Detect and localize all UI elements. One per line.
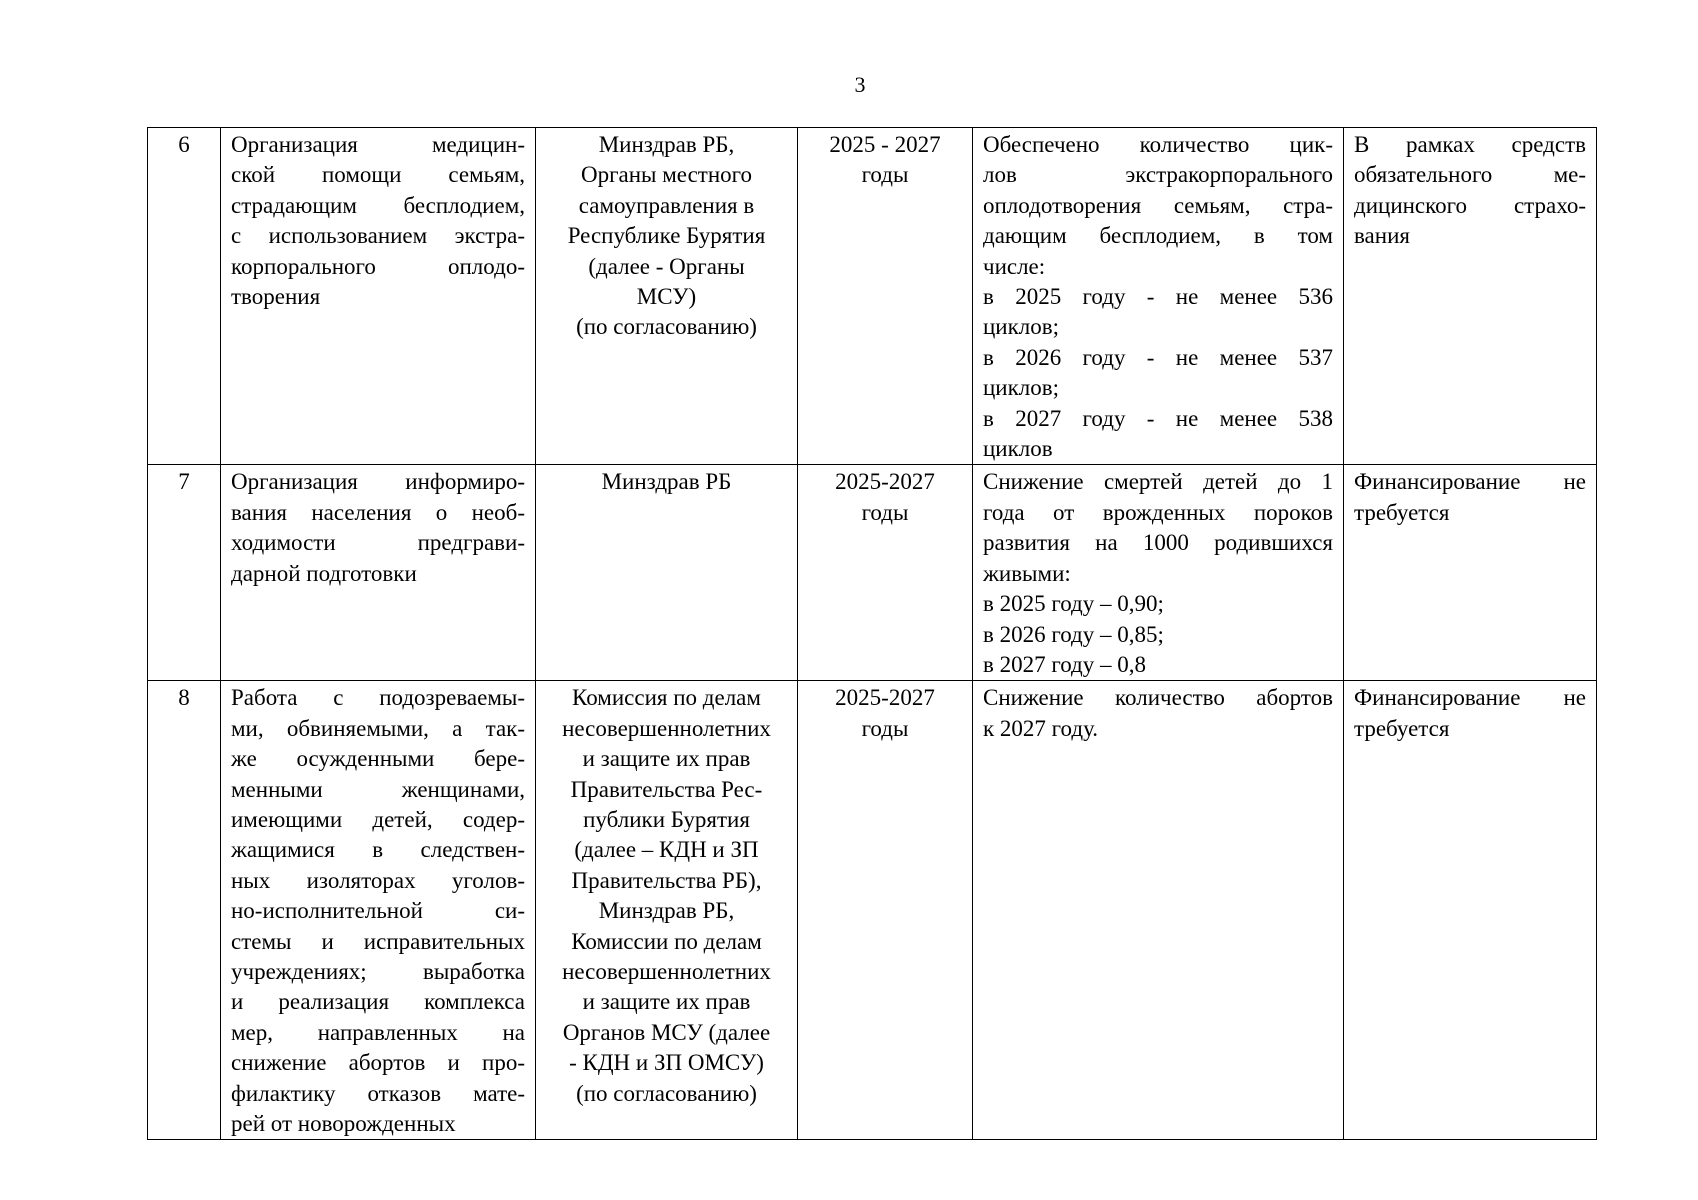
result-line: к 2027 году. <box>983 715 1099 741</box>
responsible-line: МСУ) <box>636 284 697 310</box>
funding-line: В рамках средств <box>1354 132 1586 157</box>
action-line: филактику отказов мате- <box>231 1080 525 1106</box>
funding-line: Финансирование не <box>1354 685 1586 711</box>
term-line: годы <box>861 499 909 525</box>
action-cell <box>221 681 536 1140</box>
funding-line: вания <box>1354 223 1410 249</box>
table-row <box>148 128 1597 465</box>
result-line: циклов; <box>983 375 1060 401</box>
responsible-line: (далее – КДН и ЗП <box>574 837 759 863</box>
funding-cell <box>1344 465 1597 681</box>
page-number: 3 <box>854 72 866 97</box>
funding-line: требуется <box>1354 715 1450 741</box>
responsible-line: Правительства РБ), <box>571 867 762 893</box>
table-row <box>148 465 1597 681</box>
result-line: в 2025 году - не менее 536 <box>983 284 1333 310</box>
action-line: страдающим бесплодием, <box>231 192 525 218</box>
responsible-line: - КДН и ЗП ОМСУ) <box>569 1050 764 1076</box>
responsible-line: Минздрав РБ, <box>598 132 735 157</box>
responsible-line: публики Бурятия <box>583 806 750 832</box>
action-cell <box>221 128 536 465</box>
result-line: дающим бесплодием, в том <box>983 223 1333 249</box>
action-line: с использованием экстра- <box>231 223 525 249</box>
responsible-line: Правительства Рес- <box>570 776 763 802</box>
result-line: в 2025 году – 0,90; <box>983 591 1164 617</box>
action-line: ми, обвиняемыми, а так- <box>231 715 525 741</box>
responsible-line: несовершеннолетних <box>562 958 771 984</box>
row-number-cell: 6 <box>148 128 221 465</box>
table-body <box>148 128 1597 1140</box>
term-line: 2025-2027 <box>835 685 935 711</box>
result-cell <box>973 681 1344 1140</box>
term-cell <box>798 681 973 1140</box>
term-line: 2025-2027 <box>835 469 935 495</box>
result-line: Снижение количество абортов <box>983 685 1333 711</box>
funding-line: требуется <box>1354 499 1450 525</box>
action-line: снижение абортов и про- <box>231 1050 525 1076</box>
term-cell <box>798 465 973 681</box>
responsible-line: Республике Бурятия <box>567 223 766 249</box>
responsible-cell <box>536 681 798 1140</box>
funding-line: дицинского страхо- <box>1354 192 1586 218</box>
responsible-line: Минздрав РБ, <box>598 898 735 924</box>
action-line: и реализация комплекса <box>231 989 525 1015</box>
result-cell <box>973 128 1344 465</box>
term-line: годы <box>861 715 909 741</box>
responsible-line: Комиссия по делам <box>572 685 761 711</box>
responsible-line: Минздрав РБ <box>601 469 732 495</box>
action-line: но-исполнительной си- <box>231 898 525 924</box>
result-line: живыми: <box>983 560 1071 586</box>
action-line: вания населения о необ- <box>231 499 525 525</box>
action-line: Работа с подозреваемы- <box>231 685 525 711</box>
funding-cell <box>1344 681 1597 1140</box>
action-line: ходимости предграви- <box>231 530 525 556</box>
result-line: лов экстракорпорального <box>983 162 1333 188</box>
responsible-line: (далее - Органы <box>588 253 745 279</box>
action-line: стемы и исправительных <box>231 928 525 954</box>
responsible-cell <box>536 465 798 681</box>
result-line: оплодотворения семьям, стра- <box>983 192 1333 218</box>
action-line: творения <box>231 284 321 310</box>
result-line: в 2026 году - не менее 537 <box>983 344 1333 370</box>
responsible-line: Органов МСУ (далее <box>562 1019 771 1045</box>
result-line: числе: <box>983 253 1046 279</box>
action-line: же осужденными бере- <box>231 746 525 772</box>
result-line: развития на 1000 родившихся <box>983 530 1333 556</box>
funding-line: Финансирование не <box>1354 469 1586 495</box>
result-line: циклов; <box>983 314 1060 340</box>
result-line: Снижение смертей детей до 1 <box>983 469 1333 495</box>
action-cell <box>221 465 536 681</box>
responsible-line: (по согласованию) <box>576 1080 757 1106</box>
term-line: 2025 - 2027 <box>829 132 941 157</box>
action-line: ской помощи семьям, <box>231 162 525 188</box>
action-line: менными женщинами, <box>231 776 525 802</box>
responsible-line: Комиссии по делам <box>571 928 762 954</box>
action-line: дарной подготовки <box>231 560 417 586</box>
term-cell <box>798 128 973 465</box>
responsible-cell <box>536 128 798 465</box>
responsible-line: и защите их прав <box>582 746 751 772</box>
responsible-line: и защите их прав <box>582 989 751 1015</box>
result-line: года от врожденных пороков <box>983 499 1333 525</box>
row-number-cell: 7 <box>148 465 221 681</box>
action-line: ных изоляторах уголов- <box>231 867 525 893</box>
responsible-line: (по согласованию) <box>576 314 757 340</box>
row-number-cell: 8 <box>148 681 221 1140</box>
funding-line: обязательного ме- <box>1354 162 1586 188</box>
action-line: имеющими детей, содер- <box>231 806 525 832</box>
action-line: Организация медицин- <box>231 132 525 157</box>
responsible-line: Органы местного <box>580 162 753 188</box>
result-line: в 2026 году – 0,85; <box>983 621 1164 647</box>
term-line: годы <box>861 162 909 188</box>
action-line: жащимися в следствен- <box>231 837 525 863</box>
action-line: корпорального оплодо- <box>231 253 525 279</box>
result-line: циклов <box>983 436 1053 462</box>
funding-cell <box>1344 128 1597 465</box>
action-line: мер, направленных на <box>231 1019 525 1045</box>
responsible-line: самоуправления в <box>578 192 755 218</box>
result-line: в 2027 году – 0,8 <box>983 651 1147 677</box>
table-row <box>148 681 1597 1140</box>
result-line: в 2027 году - не менее 538 <box>983 405 1333 431</box>
result-cell <box>973 465 1344 681</box>
responsible-line: несовершеннолетних <box>562 715 771 741</box>
result-line: Обеспечено количество цик- <box>983 132 1333 157</box>
action-line: Организация информиро- <box>231 469 525 495</box>
action-plan-table <box>147 127 1597 1140</box>
action-line: учреждениях; выработка <box>231 958 525 984</box>
action-line: рей от новорожденных <box>231 1111 456 1136</box>
